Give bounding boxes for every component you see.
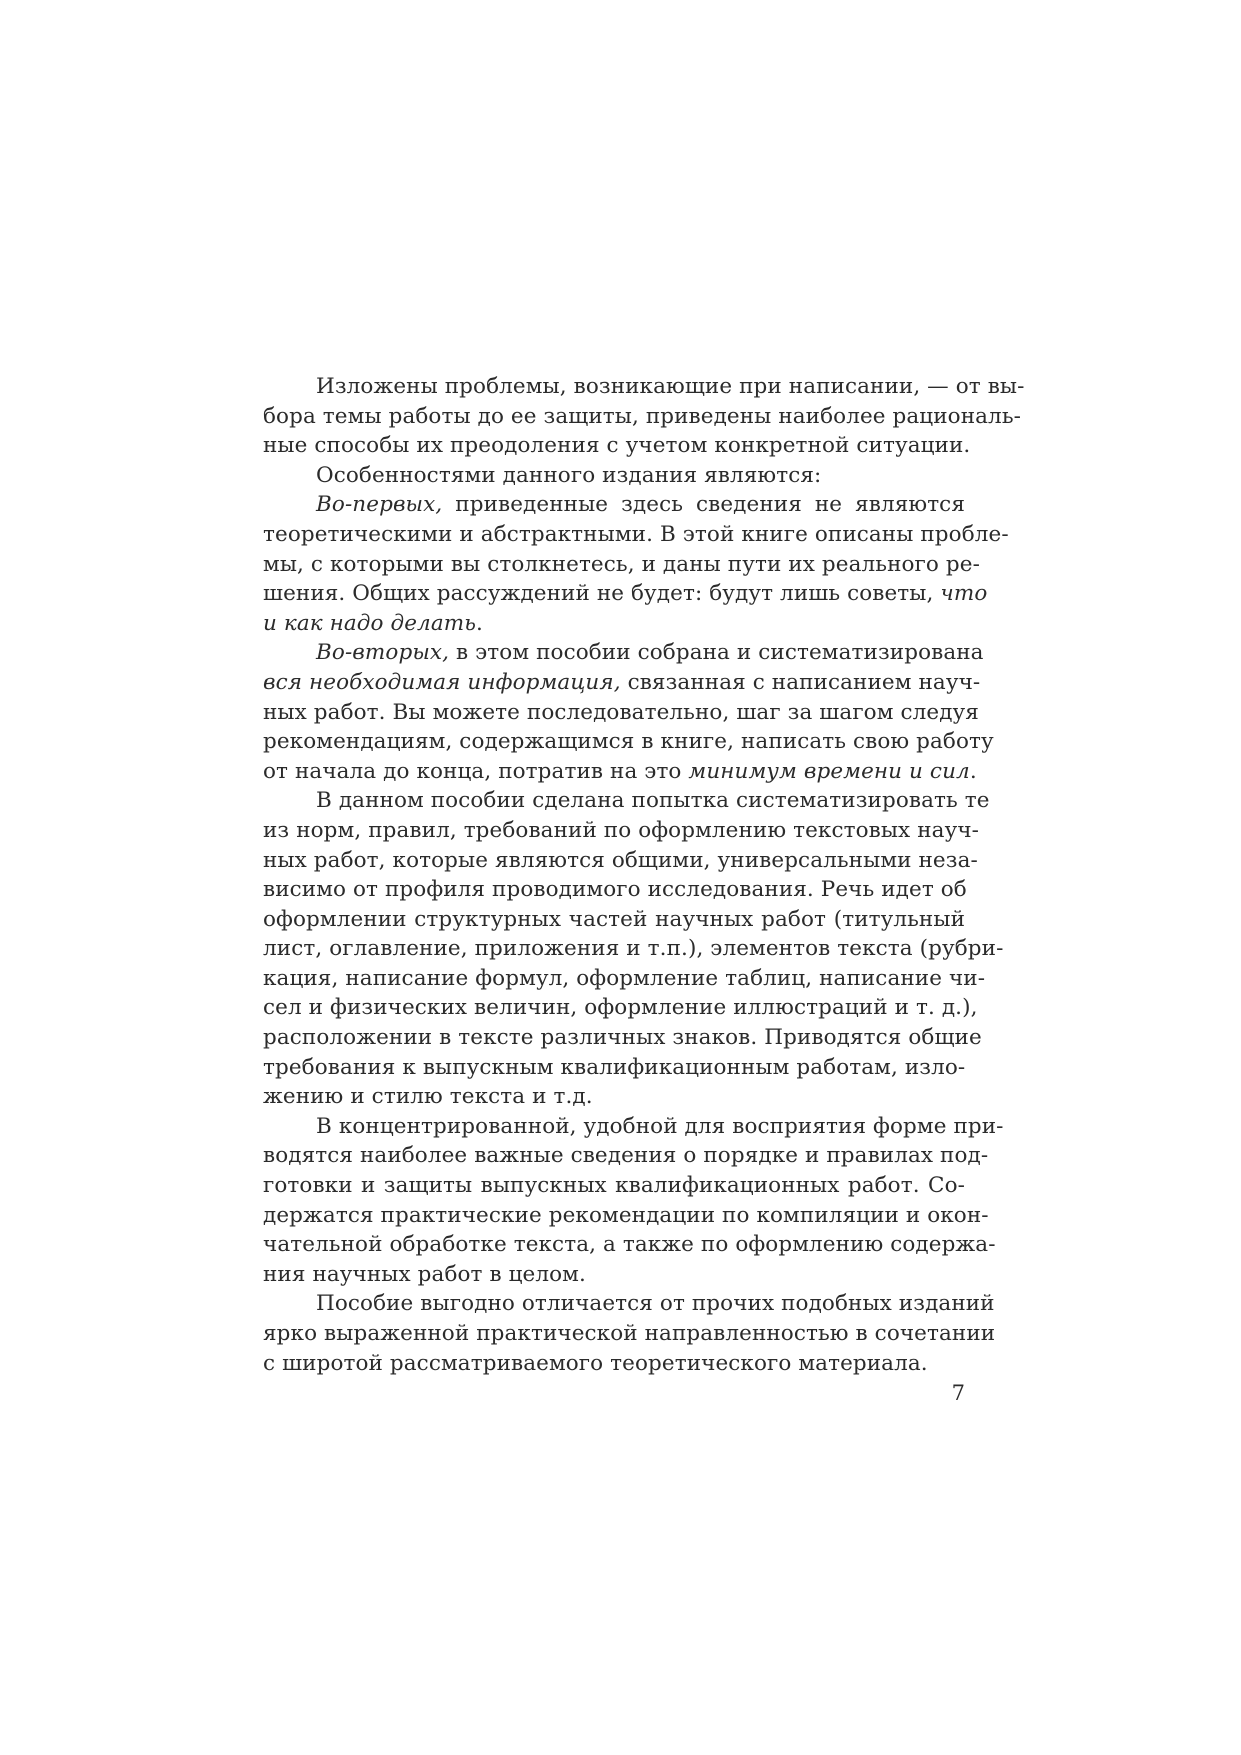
text-line: сел и физических величин, оформление иллюстраций и т. д.),: [263, 995, 978, 1021]
text-line: лист, оглавление, приложения и т.п.), элементов текста (рубри-: [263, 936, 1004, 962]
text-fragment: .: [476, 610, 483, 636]
italic-phrase: вся необходимая информация,: [263, 669, 621, 695]
text-line: В данном пособии сделана попытка систематизировать те: [316, 788, 990, 814]
text-line: мы, с которыми вы столкнетесь, и даны пути их реального ре-: [263, 551, 980, 577]
text-line: ярко выраженной практической направленностью в сочетании: [263, 1321, 996, 1346]
text-fragment: .: [969, 758, 977, 784]
italic-phrase: что: [940, 581, 988, 607]
text-line: [263, 638, 984, 668]
text-line: водятся наиболее важные сведения о порядке и правилах под-: [263, 1143, 989, 1169]
italic-phrase: и как надо делать: [263, 610, 477, 636]
text-line: ния научных работ в целом.: [263, 1261, 586, 1287]
text-line: Пособие выгодно отличается от прочих подобных изданий: [316, 1291, 995, 1317]
text-line: жению и стилю текста и т.д.: [263, 1084, 593, 1110]
italic-phrase: Во-вторых,: [316, 640, 450, 666]
italic-phrase: Во-первых,: [316, 492, 443, 518]
text-fragment: связанная с написанием науч-: [620, 669, 981, 695]
text-line: кация, написание формул, оформление таблиц, написание чи-: [263, 965, 986, 991]
text-line: требования к выпускным квалификационным работам, изло-: [263, 1054, 966, 1080]
text-line: рекомендациям, содержащимся в книге, написать свою работу: [263, 729, 994, 755]
text-line: бора темы работы до ее защиты, приведены наиболее рациональ-: [263, 403, 1021, 429]
text-line: [263, 668, 981, 698]
text-line: [263, 609, 965, 639]
text-line: ных работ, которые являются общими, универсальными неза-: [263, 847, 978, 873]
text-line: ных работ. Вы можете последовательно, шаг за шагом следуя: [263, 699, 979, 725]
text-line: с широтой рассматриваемого теоретического материала.: [263, 1350, 928, 1376]
body-text: [263, 372, 1025, 1378]
text-line: висимо от профиля проводимого исследования. Речь идет об: [263, 877, 967, 903]
text-line: готовки и защиты выпускных квалификационных работ. Со-: [263, 1173, 965, 1199]
text-line: Особенностями данного издания являются:: [316, 462, 822, 488]
text-line: держатся практические рекомендации по компиляции и окон-: [263, 1202, 989, 1228]
text-line: чательной обработке текста, а также по оформлению содержа-: [263, 1232, 996, 1258]
text-fragment: шения. Общих рассуждений не будет: будут лишь советы,: [263, 581, 941, 607]
text-fragment: от начала до конца, потратив на это: [263, 758, 689, 784]
text-line: [263, 757, 977, 787]
text-line: оформлении структурных частей научных работ (титульный: [263, 906, 965, 932]
text-line: теоретическими и абстрактными. В этой книге описаны пробле-: [263, 521, 1009, 547]
text-line: ные способы их преодоления с учетом конкретной ситуации.: [263, 433, 971, 459]
page-number: 7: [951, 1381, 965, 1405]
text-line: В концентрированной, удобной для восприятия форме при-: [316, 1113, 1004, 1139]
text-line: из норм, правил, требований по оформлению текстовых науч-: [263, 817, 979, 843]
text-fragment: в этом пособии собрана и систематизирована: [449, 640, 984, 666]
text-fragment: приведенные здесь сведения не являются: [442, 492, 965, 518]
text-line: Изложены проблемы, возникающие при написании, — от вы-: [316, 374, 1025, 399]
italic-phrase: минимум времени и сил: [688, 758, 970, 784]
text-line: расположении в тексте различных знаков. Приводятся общие: [263, 1025, 982, 1051]
text-line: [263, 579, 988, 609]
text-line: [263, 490, 965, 520]
